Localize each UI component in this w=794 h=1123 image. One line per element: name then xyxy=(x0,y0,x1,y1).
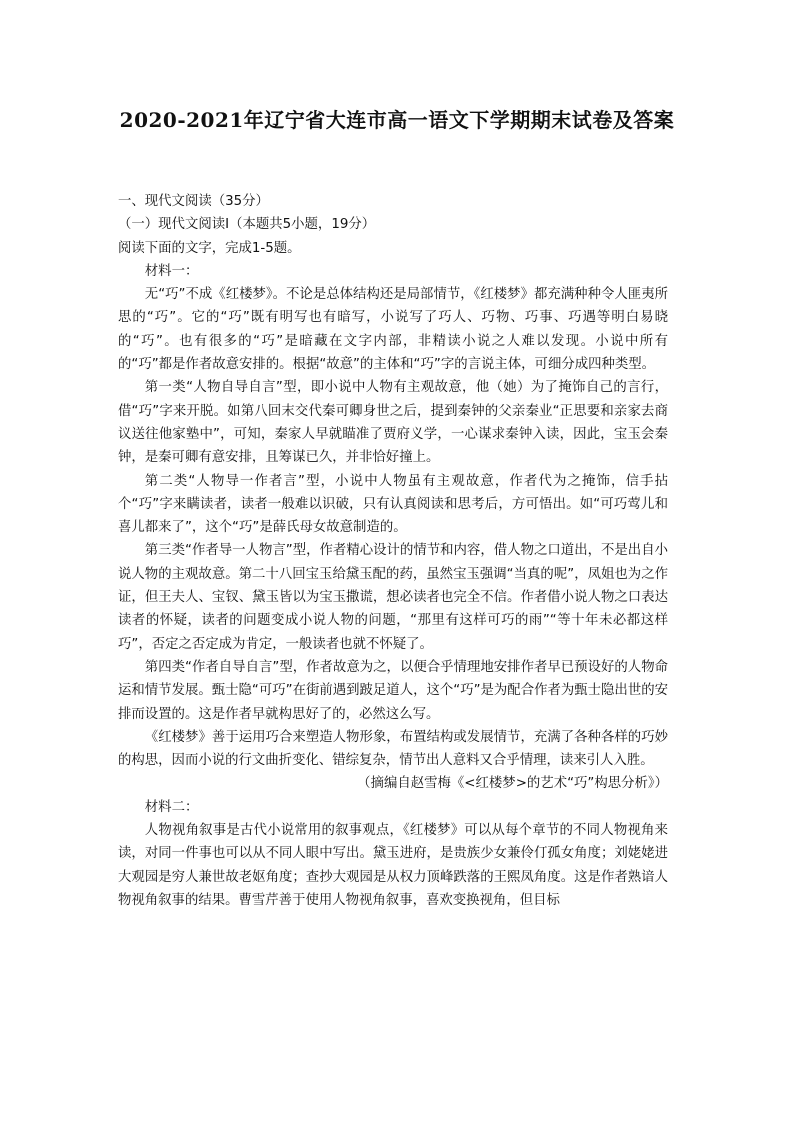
material-one-paragraph: 无“巧”不成《红楼梦》。不论是总体结构还是局部情节，《红楼梦》都充满种种令人匪夷所思的“巧”。它的“巧”既有明写也有暗写，小说写了巧人、巧物、巧事、巧遇等明白易晓的“巧”。也有很多的“巧”是暗藏在文字内部，非精读小说之人难以发现。小说中所有的“巧”都是作者故意安排的。根据“故意”的主体和“巧”字的言说主体，可细分成四种类型。 xyxy=(118,287,668,373)
document-body xyxy=(118,190,668,912)
document-title: 2020-2021年辽宁省大连市高一语文下学期期末试卷及答案 xyxy=(119,108,675,132)
material-one-paragraph: 第三类“作者导一人物言”型，作者精心设计的情节和内容，借人物之口道出，不是出自小说人物的主观故意。第二十八回宝玉给黛玉配的药，虽然宝玉强调“当真的呢”，凤姐也为之作证，但王夫人、宝钗、黛玉皆以为宝玉撒谎，想必读者也完全不信。作者借小说人物之口表达读者的怀疑，读者的问题变成小说人物的问题，“那里有这样可巧的雨”“等十年未必都这样巧”，否定之否定成为肯定，一般读者也就不怀疑了。 xyxy=(118,543,668,652)
material-one-label: 材料一： xyxy=(144,263,199,279)
material-one-paragraph: 《红楼梦》善于运用巧合来塑造人物形象，布置结构或发展情节，充满了各种各样的巧妙的构思，因而小说的行文曲折变化、错综复杂，情节出人意料又合乎情理，读来引人入胜。 xyxy=(118,729,668,769)
material-one-paragraph: 第一类“人物自导自言”型，即小说中人物有主观故意，他（她）为了掩饰自己的言行，借“巧”字来开脱。如第八回末交代秦可卿身世之后，提到秦钟的父亲秦业“正思要和亲家去商议送往他家塾中”，可知，秦家人早就瞄准了贾府义学，一心谋求秦钟入读，因此，宝玉会秦钟，是秦可卿有意安排，且筹谋已久，并非恰好撞上。 xyxy=(118,380,668,466)
section-heading: 一、现代文阅读（35分） xyxy=(118,194,269,209)
material-one-paragraph: 第四类“作者自导自言”型，作者故意为之，以便合乎情理地安排作者早已预设好的人物命运和情节发展。甄士隐“可巧”在街前遇到跛足道人，这个“巧”是为配合作者为甄士隐出世的安排而设置的。这是作者早就构思好了的，必然这么写。 xyxy=(118,659,668,722)
material-one-source: （摘编自赵雪梅《<红楼梦>的艺术“巧”构思分析》） xyxy=(357,776,668,792)
material-one-paragraph: 第二类“人物导一作者言”型，小说中人物虽有主观故意，作者代为之掩饰，信手拈个“巧”字来瞒读者，读者一般难以识破，只有认真阅读和思考后，方可悟出。如“可巧莺儿和喜儿都来了”，这个“巧”是薛氏母女故意制造的。 xyxy=(118,473,668,536)
material-two-label: 材料二： xyxy=(144,799,199,815)
subsection-heading: （一）现代文阅读Ⅰ（本题共5小题，19分） xyxy=(118,217,376,233)
material-two-paragraph: 人物视角叙事是古代小说常用的叙事观点，《红楼梦》可以从每个章节的不同人物视角来读，对同一件事也可以从不同人眼中写出。黛玉进府，是贵族少女兼伶仃孤女角度；刘姥姥进大观园是穷人兼世故老妪角度；查抄大观园是从权力顶峰跌落的王熙凤角度。这是作者熟谙人物视角叙事的结果。曹雪芹善于使用人物视角叙事，喜欢变换视角，但目标 xyxy=(118,823,668,908)
instruction-text: 阅读下面的文字，完成1-5题。 xyxy=(118,240,301,256)
